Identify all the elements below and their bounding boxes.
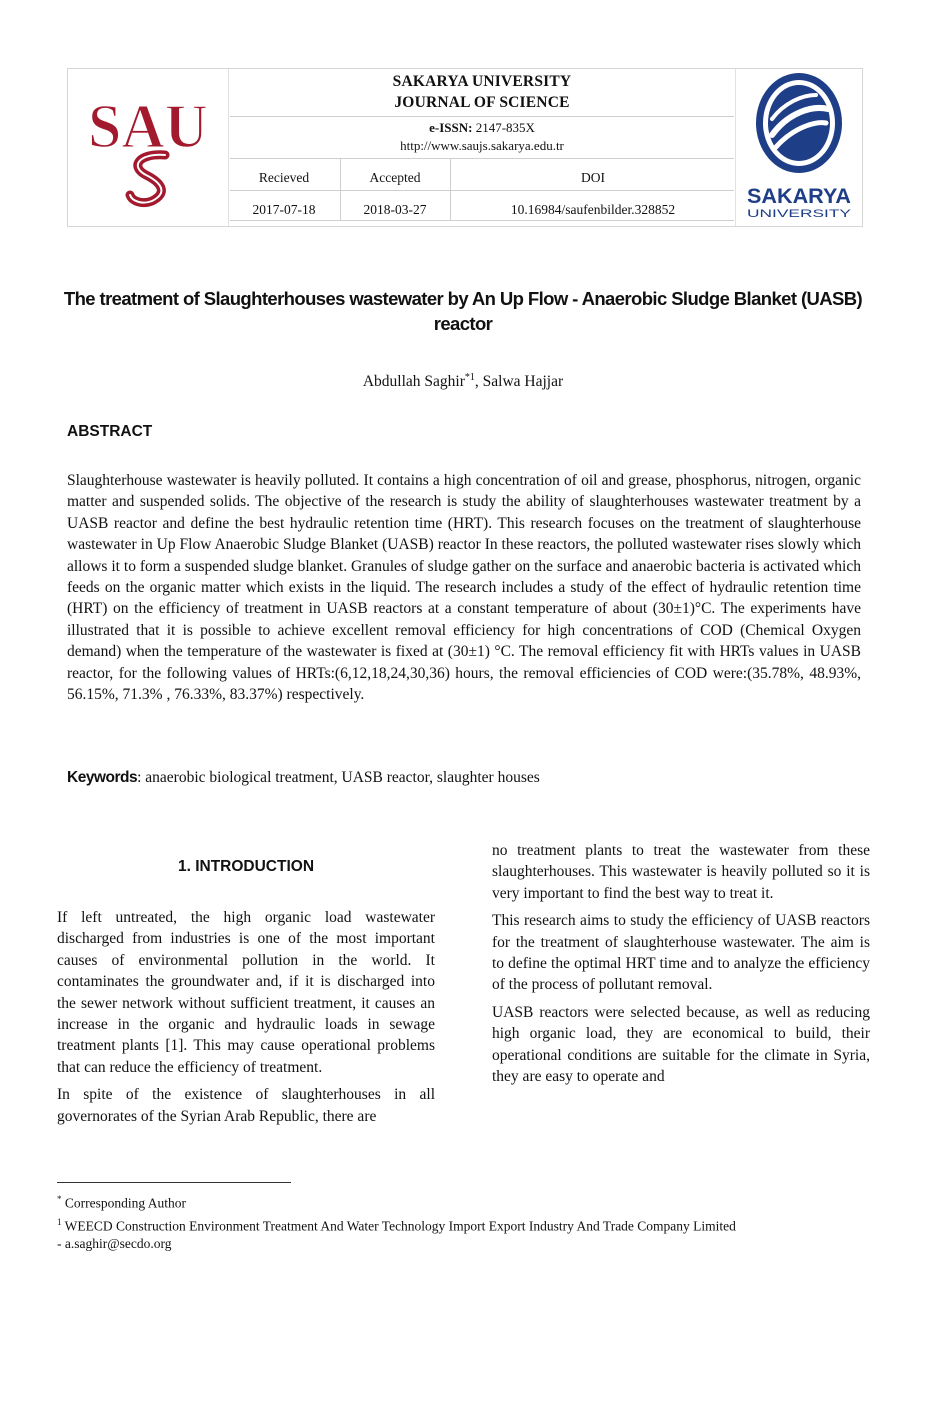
right-column [492,840,870,1093]
abstract-heading: ABSTRACT [67,423,153,440]
paper-title: The treatment of Slaughterhouses wastewater by An Up Flow - Anaerobic Sludge Blanket (UASB) reactor [63,288,863,334]
author-list [0,372,926,391]
author-1: Abdullah Saghir [362,373,465,391]
introduction-heading: 1. INTRODUCTION [177,858,315,875]
footnote-email[interactable]: - a.saghir@secdo.org [57,1236,172,1251]
journal-header [67,68,863,227]
doi-header: DOI [581,170,605,185]
paragraph: no treatment plants to treat the wastewater from these slaughterhouses. This wastewater is heavily polluted so it is very important to find the best way to treat it. [492,842,870,902]
issn-label: e-ISSN: [429,120,473,135]
sau-logo-text: SAU [88,93,208,161]
paragraph: If left untreated, the high organic load wastewater discharged from industries is one of the most important causes of environmental pollution in the world. It contaminates the groundwater and, if it is discharged into the sewer network without sufficient treatment, it causes an increase in the organic and hydraulic loads in sewage treatment plants [1]. This may cause operational problems that can reduce the efficiency of treatment. [57,909,435,1076]
doi-value[interactable]: 10.16984/saufenbilder.328852 [510,202,676,217]
footnotes [57,1190,877,1253]
abstract-text: Slaughterhouse wastewater is heavily polluted. It contains a high concentration of oil and grease, phosphorus, nitrogen, organic matter and suspended solids. The objective of the research is study the ability of slaughterhouses wastewater treatment by a UASB reactor and define the best hydraulic retention time (HRT). This research focuses on the treatment of slaughterhouse wastewater in Up Flow Anaerobic Sludge Blanket (UASB) reactor In these reactors, the polluted wastewater rises slowly which allows it to form a suspended sludge blanket. Granules of sludge gather on the surface and anaerobic bacteria is activated which feeds on the organic matter which exists in the liquid. The research includes a study of the effect of hydraulic retention time (HRT) on the efficiency of treatment in UASB reactors at a constant temperature of about (30±1)°C. The experiments have illustrated that it is possible to achieve excellent removal efficiency for high concentrations of COD (Chemical Oxygen demand) when the temperature of the wastewater is fixed at (30±1) °C. The removal efficiency fit with HRTs values in UASB reactor, for the following values of HRTs:(6,12,18,24,30,36) hours, the removal efficiencies of COD were:(35.78%, 48.93%, 56.15%, 71.3% , 76.33%, 83.37%) respectively. [67,472,861,704]
journal-name: JOURNAL OF SCIENCE [394,94,570,111]
author-2: , Salwa Hajjar [474,373,564,391]
university-name: SAKARYA UNIVERSITY [392,73,572,90]
received-date: 2017-07-18 [252,202,316,217]
footnote-1: * Corresponding Author [57,1194,186,1211]
issn-value: 2147-835X [475,120,535,135]
paragraph: UASB reactors were selected because, as well as reducing high organic load, they are economical to build, their operational conditions are suitable for the climate in Syria, they are easy to operate and [492,1003,870,1086]
accepted-header: Accepted [369,170,421,185]
footnote-2: $^1$ WEECD Construction Environment Treatment And Water Technology Import Export Industry And Trade Company Limited [57,1216,736,1233]
footnote-divider [57,1182,291,1183]
sakarya-logo [735,69,862,226]
keywords-line [67,769,540,787]
accepted-date: 2018-03-27 [363,202,427,217]
sau-logo-icon [68,69,228,226]
keywords-label: Keywords [67,769,138,786]
sakarya-logo-text: SAKARYA [747,185,851,208]
paragraph: In spite of the existence of slaughterhouses in all governorates of the Syrian Arab Republic, there are [57,1086,435,1125]
sakarya-logo-subtext: UNIVERSITY [747,208,853,220]
keywords-text: : anaerobic biological treatment, UASB reactor, slaughter houses [137,769,540,786]
received-header: Recieved [258,170,310,185]
journal-info [228,69,736,226]
paragraph: This research aims to study the efficiency of UASB reactors for the treatment of slaughterhouse wastewater. The aim is to define the optimal HRT time and to analyze the efficiency of the process of pollutant removal. [492,912,870,994]
issn-line [228,120,736,136]
journal-url[interactable]: http://www.saujs.sakarya.edu.tr [400,138,564,153]
left-column [57,907,435,1133]
author-1-marks: *1 [464,372,475,383]
sakarya-emblem-icon [736,69,862,226]
sau-logo [68,69,229,226]
